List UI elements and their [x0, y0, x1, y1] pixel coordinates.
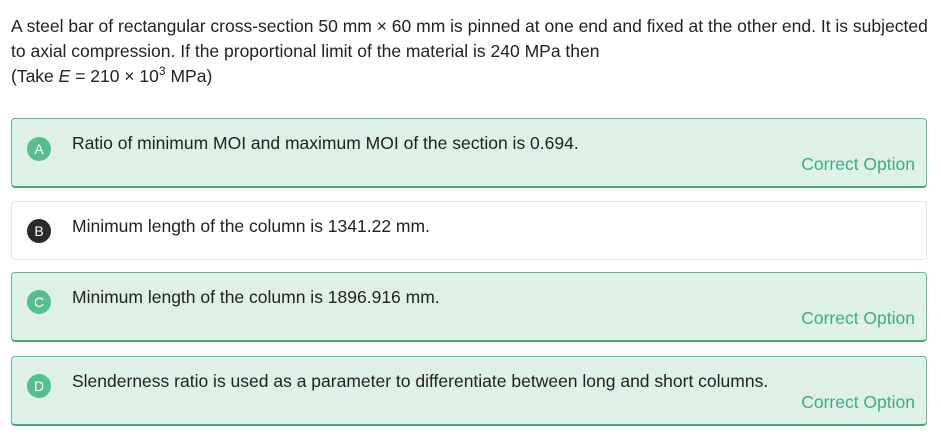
option-b[interactable] [11, 201, 927, 260]
given-prefix: (Take [11, 66, 59, 86]
option-d-text: Slenderness ratio is used as a parameter to differentiate between long and short columns. [72, 371, 769, 391]
option-c-text: Minimum length of the column is 1896.916 mm. [72, 287, 440, 307]
option-d[interactable] [11, 356, 927, 426]
option-d-correct-label: Correct Option [801, 392, 915, 412]
option-c-correct-label: Correct Option [801, 308, 915, 328]
option-b-badge: B [27, 219, 51, 243]
question-given-data [11, 64, 931, 89]
option-a-correct-label: Correct Option [801, 154, 915, 174]
question-text [11, 14, 931, 89]
option-a[interactable] [11, 118, 927, 188]
question-line-1: A steel bar of rectangular cross-section 50 mm × 60 mm is pinned at one end and fixed at the other end. It is subjected [11, 16, 928, 36]
given-middle: = 210 × 10 [70, 66, 159, 86]
option-d-badge: D [27, 374, 51, 398]
option-c-badge: C [27, 290, 51, 314]
option-c[interactable] [11, 272, 927, 342]
question-line-2: to axial compression. If the proportional limit of the material is 240 MPa then [11, 41, 600, 61]
option-b-text: Minimum length of the column is 1341.22 mm. [72, 216, 430, 236]
given-symbol: E [58, 66, 71, 86]
given-suffix: MPa) [165, 66, 213, 86]
option-a-badge: A [27, 137, 51, 161]
option-a-text: Ratio of minimum MOI and maximum MOI of the section is 0.694. [72, 133, 579, 153]
given-exponent: 3 [158, 64, 166, 79]
